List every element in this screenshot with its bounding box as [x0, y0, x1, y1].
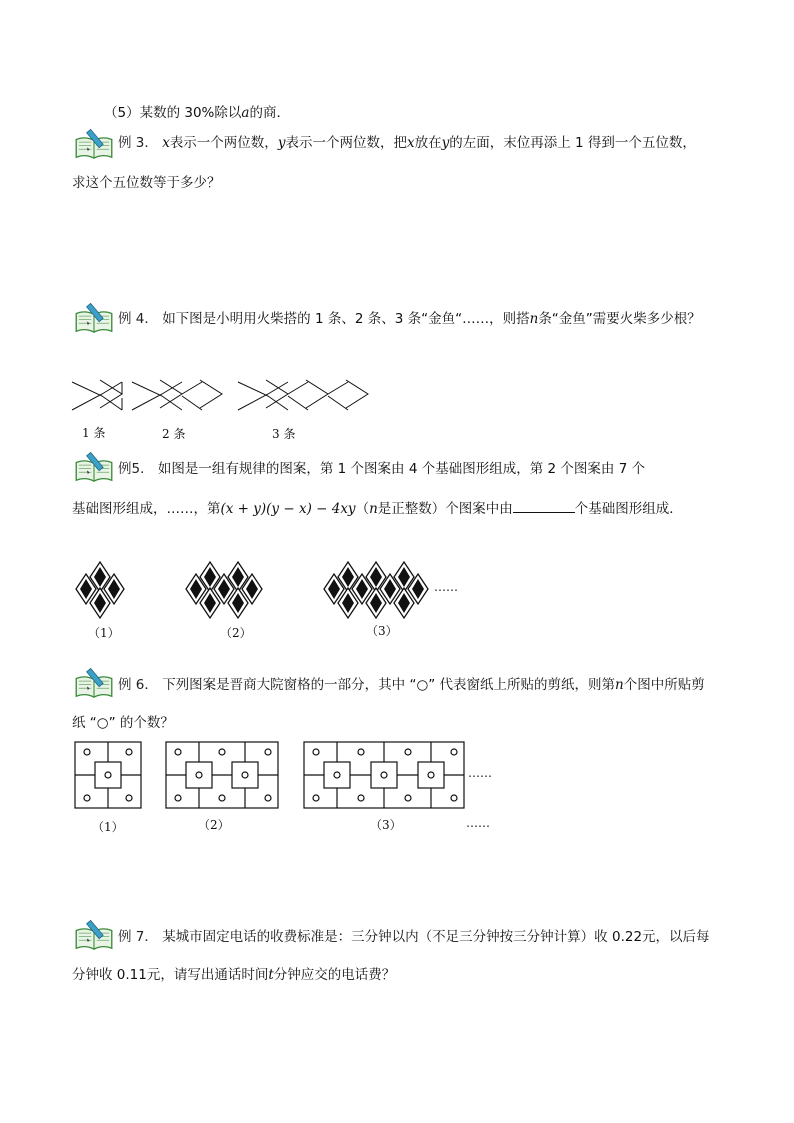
window-caption-1: （1） — [92, 820, 124, 834]
question-5: （5）某数的 30%除以a的商． — [104, 105, 290, 121]
example-4: 例 4． 如下图是小明用火柴搭的 1 条、2 条、3 条“金鱼“……，则搭n条“金鱼”需要火柴多少根？ — [118, 311, 701, 327]
book-pencil-icon — [72, 918, 116, 950]
fish-caption-2: 2 条 — [162, 427, 186, 441]
matchstick-fish-figure — [70, 374, 370, 420]
diamond-caption-1: （1） — [88, 626, 120, 640]
window-lattice-figure — [74, 740, 474, 812]
window-caption-3: （3） — [370, 818, 402, 832]
diamond-caption-3: （3） — [366, 624, 398, 638]
book-pencil-icon — [72, 301, 116, 333]
diamond-ellipsis: …… — [434, 580, 458, 594]
example-6-line2: 纸 “○” 的个数？ — [72, 715, 174, 731]
diamond-pattern-figure — [72, 560, 472, 622]
example-7-line2: 分钟收 0.11元，请写出通话时间t分钟应交的电话费？ — [72, 967, 396, 983]
book-pencil-icon — [72, 450, 116, 482]
window-caption-2: （2） — [198, 818, 230, 832]
example-7: 例 7． 某城市固定电话的收费标准是：三分钟以内（不足三分钟按三分钟计算）收 0.22元，以后每 — [118, 929, 710, 945]
example-6: 例 6． 下列图案是晋商大院窗格的一部分，其中 “○” 代表窗纸上所贴的剪纸，则第n个图中所贴剪 — [118, 677, 705, 693]
example-3: 例 3． x表示一个两位数，y表示一个两位数，把x放在y的左面，末位再添上 1 得到一个五位数， — [118, 135, 696, 151]
fish-caption-1: 1 条 — [82, 426, 106, 440]
example-5: 例5． 如图是一组有规律的图案，第 1 个图案由 4 个基础图形组成，第 2 个图案由 7 个 — [118, 461, 646, 477]
book-pencil-icon — [72, 666, 116, 698]
example-3-line2: 求这个五位数等于多少？ — [72, 175, 221, 191]
answer-blank[interactable] — [513, 500, 575, 513]
book-pencil-icon — [72, 127, 116, 159]
window-ellipsis-2: …… — [466, 816, 490, 830]
diamond-caption-2: （2） — [220, 626, 252, 640]
fish-caption-3: 3 条 — [272, 427, 296, 441]
window-ellipsis-1: …… — [468, 766, 492, 780]
example-5-line2: 基础图形组成，……，第(x + y)(y − x) − 4xy（n是正整数）个图案中由 个基础图形组成． — [72, 501, 683, 517]
